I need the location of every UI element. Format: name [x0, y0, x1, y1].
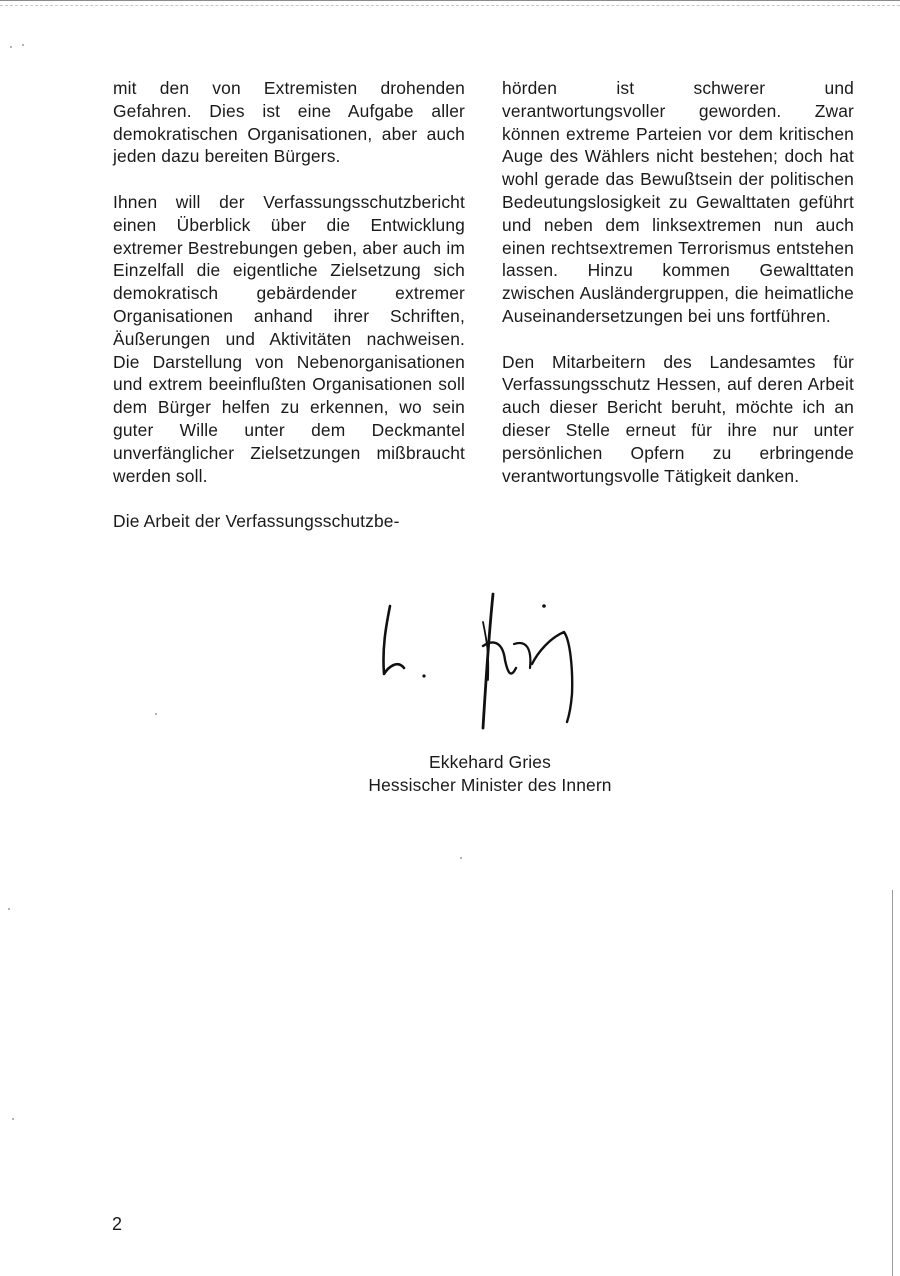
scan-edge-right: [892, 890, 893, 1276]
body-paragraph: hörden ist schwerer und verantwortungsvoller geworden. Zwar können extreme Parteien vor dem kritischen Auge des Wählers nicht bestehen; doch hat wohl gerade das Bewußtsein der politischen Bedeutungslosigkeit zu Gewalttaten geführt und neben dem linksextremen nun auch einen rechtsextremen Terrorismus entstehen lassen. Hinzu kommen Gewalttaten zwischen Ausländergruppen, die heimatliche Auseinandersetzungen bei uns fortführen.: [502, 78, 854, 326]
body-paragraph: Ihnen will der Verfassungsschutzbericht einen Überblick über die Entwicklung extremer Bestrebungen geben, aber auch im Einzelfall die eigentliche Zielsetzung sich demokratisch gebärdender extremer Organisationen anhand ihrer Schriften, Äußerungen und Aktivitäten nachweisen. Die Darstellung von Nebenorganisationen und extrem beeinflußten Organisationen soll dem Bürger helfen zu erkennen, wo sein guter Wille unter dem Deckmantel unverfänglicher Zielsetzungen mißbraucht werden soll.: [113, 191, 465, 486]
signer-name: Ekkehard Gries: [429, 752, 551, 772]
body-paragraph: mit den von Extremisten drohenden Gefahren. Dies ist eine Aufgabe aller demokratischen Organisationen, aber auch jeden dazu bereiten Bürgers.: [113, 78, 465, 167]
scan-speck: [460, 857, 462, 859]
signature-graphic: [360, 582, 610, 732]
right-column: [502, 77, 854, 487]
scan-speck: [10, 46, 12, 48]
scan-speck: [12, 1118, 14, 1120]
scan-speck: [22, 44, 24, 46]
scan-speck: [155, 713, 157, 715]
page-number: 2: [112, 1214, 123, 1234]
scan-edge-top: [0, 0, 900, 6]
left-column: [113, 77, 465, 533]
signature-block: [290, 751, 690, 797]
body-paragraph: Die Arbeit der Verfassungsschutzbe-: [113, 511, 400, 532]
body-paragraph: Den Mitarbeitern des Landesamtes für Verfassungsschutz Hessen, auf deren Arbeit auch dieser Bericht beruht, möchte ich an dieser Stelle erneut für ihre nur unter persönlichen Opfern zu erbringende verantwortungsvolle Tätigkeit danken.: [502, 351, 854, 486]
signer-title: Hessischer Minister des Innern: [368, 774, 612, 795]
handwritten-signature: [360, 582, 610, 732]
scan-speck: [8, 908, 10, 910]
